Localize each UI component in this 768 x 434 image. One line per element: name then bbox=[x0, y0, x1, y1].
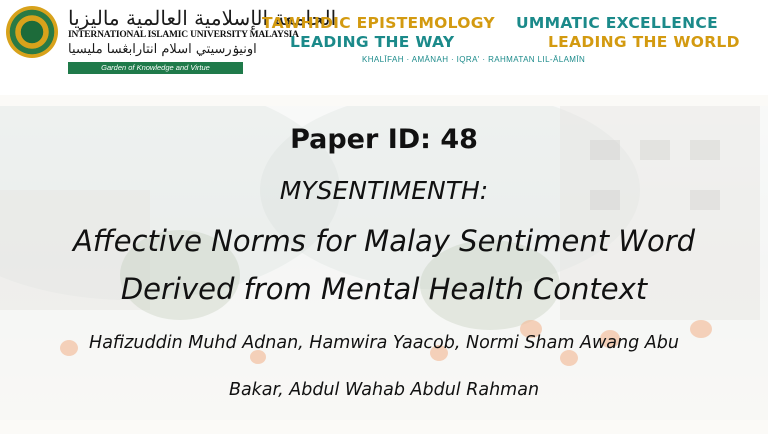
authors-line-2: Bakar, Abdul Wahab Abdul Rahman bbox=[228, 380, 540, 400]
university-arabic-name: الجامعة الإسلامية العالمية ماليزيا bbox=[68, 6, 337, 30]
tagline-ummatic: UMMATIC EXCELLENCE bbox=[516, 14, 718, 32]
core-values: KHALĪFAH · AMĀNAH · IQRA' · RAHMATAN LIL-ĀLAMĪN bbox=[362, 55, 586, 64]
iium-seal-logo bbox=[6, 6, 58, 58]
paper-id: Paper ID: 48 bbox=[290, 124, 478, 155]
tagline-leading-world: LEADING THE WORLD bbox=[548, 33, 740, 51]
tagline-leading-way: LEADING THE WAY bbox=[290, 33, 455, 51]
paper-short-title: MYSENTIMENTH: bbox=[279, 176, 489, 205]
header-banner bbox=[0, 0, 768, 95]
university-motto: Garden of Knowledge and Virtue bbox=[68, 62, 243, 74]
paper-title-line-1: Affective Norms for Malay Sentiment Word bbox=[72, 224, 696, 258]
university-name: INTERNATIONAL ISLAMIC UNIVERSITY MALAYSIA bbox=[68, 30, 299, 40]
university-jawi-name: اونيۏرسيتي اسلام انتارابڠسا مليسيا bbox=[68, 42, 257, 57]
tagline-tawhidic: TAWHIDIC EPISTEMOLOGY bbox=[262, 14, 495, 32]
authors-line-1: Hafizuddin Muhd Adnan, Hamwira Yaacob, Normi Sham Awang Abu bbox=[89, 333, 679, 353]
paper-title-line-2: Derived from Mental Health Context bbox=[120, 272, 648, 306]
